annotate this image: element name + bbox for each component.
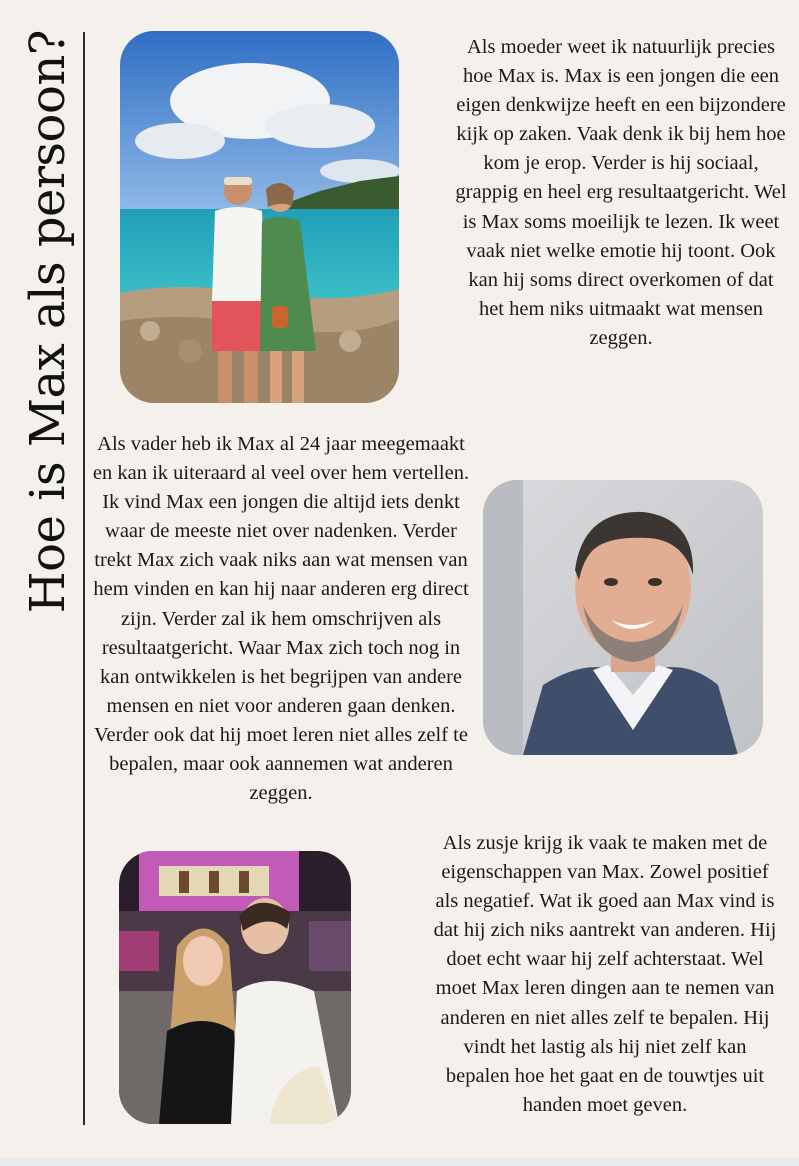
father-photo: [483, 480, 763, 755]
sister-text: Als zusje krijg ik vaak te maken met de eigenschappen van Max. Zowel positief als negatief. Wat ik goed aan Max vind is dat hij zich niks aantrekt van anderen. Hij doet echt waar hij zelf achterstaat. Wel moet Max leren dingen aan te nemen van anderen en niet alles zelf te bepalen. Hij vindt het lastig als hij niet zelf kan bepalen hoe het gaat en de touwtjes uit handen moet geven.: [433, 832, 777, 1116]
page-title-container: [16, 30, 80, 630]
vertical-divider: [83, 32, 85, 1125]
bottom-strip: [0, 1158, 799, 1166]
mother-photo: [120, 31, 399, 403]
page-title: Hoe is Max als persoon?: [20, 30, 76, 614]
sister-photo: [119, 851, 351, 1124]
father-text: Als vader heb ik Max al 24 jaar meegemaakt en kan ik uiteraard al veel over hem vertellen. Ik vind Max een jongen die altijd iets denkt waar de meeste niet over nadenken. Verder trekt Max zich vaak niks aan wat mensen van hem vinden en kan hij naar anderen erg direct zijn. Verder zal ik hem omschrijven als resultaatgericht. Waar Max zich toch nog in kan ontwikkelen is het begrijpen van andere mensen en niet voor anderen gaan denken. Verder ook dat hij moet leren niet alles zelf te bepalen, maar ook aannemen wat anderen zeggen.: [92, 433, 470, 805]
mother-text: Als moeder weet ik natuurlijk precies hoe Max is. Max is een jongen die een eigen denkwijze heeft en een bijzondere kijk op zaken. Vaak denk ik bij hem hoe kom je erop. Verder is hij sociaal, grappig en heel erg resultaatgericht. Wel is Max soms moeilijk te lezen. Ik weet vaak niet welke emotie hij toont. Ook kan hij soms direct overkomen of dat het hem niks uitmaakt wat mensen zeggen.: [455, 36, 787, 349]
